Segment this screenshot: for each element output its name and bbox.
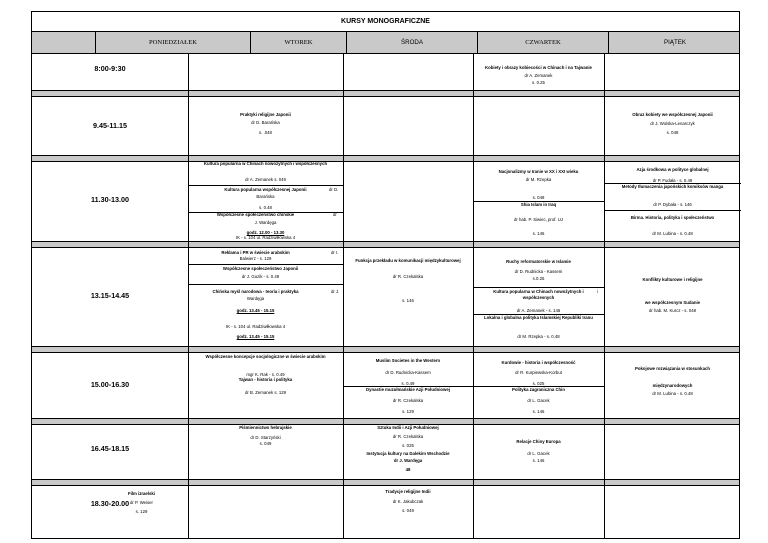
day-header-thursday: CZWARTEK bbox=[477, 32, 608, 53]
time-label: 11.30-13.00 bbox=[91, 195, 129, 204]
course-title: Tajwan - historia i polityka bbox=[238, 377, 293, 382]
course-title: Sztuka Indii i Azji Południowej bbox=[377, 425, 439, 430]
course-title: Nacjonalizmy w Iranie w XX i XXI wieku bbox=[498, 169, 579, 174]
course-title-cont: we współczesnym Sudanie bbox=[644, 300, 701, 305]
cell-divider bbox=[473, 287, 604, 288]
day-header-wednesday: ŚRODA bbox=[346, 32, 477, 53]
course-title: Praktyki religijne Japonii bbox=[240, 112, 291, 117]
course-title: Metody tłumaczenia japońskich komiksów manga bbox=[621, 184, 724, 189]
course-title: Polityka zagraniczna Chin bbox=[511, 387, 565, 392]
course-teacher: dr L. Gacek bbox=[527, 451, 550, 456]
time-label: 15.00-16.30 bbox=[90, 380, 130, 389]
separator-band bbox=[32, 241, 739, 248]
course-title: Kultura popularna w Chinach nowożytnych i współczesnych bbox=[203, 161, 328, 166]
course-title: Kultura popularna współczesnej Japonii bbox=[224, 187, 307, 192]
course-title: Tradycje religijne Indii bbox=[385, 489, 431, 494]
course-teacher: dr D. Rudnicka-Kassem bbox=[385, 370, 431, 375]
time-label: 13.15-14.45 bbox=[90, 291, 130, 300]
separator-band bbox=[32, 479, 739, 486]
course-teacher: dr P. Fudała - s. 0.49 bbox=[652, 178, 693, 183]
time-label: 8:00-9:30 bbox=[94, 64, 126, 73]
cell-divider bbox=[188, 185, 343, 186]
course-teacher: dr M. Lubina - s. 0.48 bbox=[652, 231, 693, 236]
course-title: Współczesne społeczeństwo Japonii bbox=[222, 266, 299, 271]
day-header-friday: PIĄTEK bbox=[608, 32, 741, 53]
time-label: 18.30-20.00 bbox=[90, 499, 130, 508]
course-teacher: dr M. Rzepka - s. 0.48 bbox=[517, 334, 560, 339]
course-title: Kurdowie - historia i współczesność bbox=[501, 360, 576, 365]
schedule-sheet bbox=[31, 11, 740, 539]
course-teacher: dr A. Zemanek bbox=[524, 73, 553, 78]
course-title: Konflikty kulturowe i religijne bbox=[642, 277, 703, 282]
corner-cell bbox=[32, 32, 95, 53]
course-title-cont: międzynarodowych bbox=[652, 383, 693, 388]
course-time: godz. 13.45 - 15.15 bbox=[236, 334, 275, 339]
separator-band bbox=[32, 155, 739, 162]
course-place: IK - s. 104 ul. Radziwiłłowska 4 bbox=[225, 324, 286, 329]
course-title: Chińska myśl narodowa - teoria i praktyka bbox=[212, 289, 299, 294]
course-title: Pokojowe rozwiązania w stosunkach bbox=[635, 366, 710, 371]
course-teacher: dr hab. P. Siwiec, prof. UJ bbox=[513, 217, 564, 222]
day-header-tuesday: WTOREK bbox=[250, 32, 346, 53]
grid-line bbox=[343, 54, 344, 538]
course-teacher: dr B. Zemanek s. 129 bbox=[244, 390, 287, 395]
course-title: Reklama i PR w świecie arabskim bbox=[221, 250, 290, 255]
course-teacher: dr hab. M. Kurcz - s. 048 bbox=[648, 308, 697, 313]
course-title: Azja środkowa w polityce globalnej bbox=[636, 167, 709, 172]
course-title: Relacje Chiny Europa bbox=[516, 439, 561, 444]
course-room: s. 0.48 bbox=[259, 205, 272, 210]
time-label: 9.45-11.15 bbox=[93, 121, 127, 130]
course-title: Muslim Societes in the Western bbox=[375, 358, 441, 363]
course-teacher: dr R. Czekalska bbox=[392, 398, 424, 403]
time-label: 16.45-18.15 bbox=[90, 444, 130, 453]
course-room: s. 146 bbox=[532, 231, 545, 236]
course-teacher: dr A. Zemanek - s. 146 bbox=[516, 308, 561, 313]
course-room: s. 025 bbox=[402, 443, 414, 448]
day-header-row bbox=[32, 32, 739, 54]
day-header-monday: PONIEDZIAŁEK bbox=[95, 32, 250, 53]
course-room: s. 146 bbox=[532, 458, 545, 463]
course-title: Dynastie muzułmańskie Azji Południowej bbox=[366, 387, 450, 392]
page-title: KURSY MONOGRAFICZNE bbox=[32, 12, 739, 32]
course-title: Film izraelski bbox=[128, 491, 155, 496]
course-teacher: dr J. Wardęga bbox=[393, 458, 423, 463]
course-room: s. 146 bbox=[402, 298, 414, 303]
course-teacher: mgr K. Rak - s. 0.49 bbox=[246, 372, 285, 377]
cell-divider bbox=[188, 264, 343, 265]
course-room: s. .048 bbox=[259, 130, 272, 135]
course-title: Birma. Historia, polityka i społeczeństwo bbox=[630, 215, 715, 220]
course-teacher: Balwierz - s. 129 bbox=[239, 256, 272, 261]
course-teacher-prefix: dr I. bbox=[331, 250, 339, 255]
course-teacher: dr R. Kurpiewska-Korbut bbox=[515, 370, 562, 375]
course-teacher: dr J. Wolska-Lenarczyk bbox=[650, 121, 695, 126]
cell-divider bbox=[604, 210, 741, 211]
course-title: Ruchy reformatorskie w Islamie bbox=[506, 259, 571, 264]
course-room: s. 048 bbox=[532, 195, 545, 200]
course-title: Piśmiennictwo hebrajskie bbox=[239, 425, 292, 430]
course-place: IK - s. 104 ul. Radziwiłłowska 4 bbox=[235, 235, 296, 240]
course-teacher: dr M. Lubina - s. 0.48 bbox=[652, 391, 693, 396]
course-teacher: dr D. Barańska bbox=[251, 120, 280, 125]
course-teacher-prefix: dr bbox=[333, 212, 337, 217]
course-title: Kultura popularna w Chinach nowożytnych i współczesnych bbox=[493, 289, 584, 300]
course-teacher: dr J. Guzik - s. 0.49 bbox=[241, 274, 280, 279]
course-room: s. 129 bbox=[135, 509, 148, 514]
course-teacher: dr P. Weiser bbox=[129, 500, 153, 505]
course-room: s. 049 bbox=[402, 508, 414, 513]
cell-divider bbox=[188, 284, 343, 285]
course-time: godz. 13.45 - 15.15 bbox=[236, 308, 275, 313]
course-teacher-prefix: dr J. bbox=[331, 289, 340, 294]
course-title: Obraz kobiety we współczesnej Japonii bbox=[632, 112, 713, 117]
course-note: i bbox=[597, 289, 598, 294]
course-teacher: dr L. Gacek bbox=[527, 398, 550, 403]
course-teacher: dr D. Rudnicka - Kassem bbox=[514, 269, 563, 274]
course-time: godz. 12.00 - 13.30 bbox=[246, 230, 285, 235]
separator-band bbox=[32, 418, 739, 425]
course-title: Shia Islam in Iraq bbox=[520, 202, 557, 207]
course-teacher: dr R. Czekalska bbox=[392, 274, 424, 279]
separator-band bbox=[32, 346, 739, 353]
course-room: s. 025 bbox=[532, 381, 545, 386]
course-title: Funkcja przekładu w komunikacji międzykulturowej bbox=[355, 258, 461, 263]
course-teacher: dr M. Rzepka bbox=[525, 177, 552, 182]
course-teacher: dr K. Jakubczak bbox=[392, 499, 424, 504]
course-room: s. 048 bbox=[666, 130, 679, 135]
course-teacher: J. Wardęga bbox=[254, 220, 277, 225]
course-title: Instytucja kultury na Dalekim Wschodzie bbox=[366, 451, 450, 456]
course-title: Współczesne społeczeństwo chińskie bbox=[216, 212, 295, 217]
course-teacher: dr D. Starzyński bbox=[250, 435, 281, 440]
course-room: s. 049 bbox=[259, 441, 272, 446]
course-teacher: dr A. Zemanek s. 049 bbox=[245, 177, 286, 182]
course-title: Kobiety i obrazy kobiecości w Chinach i na Tajwanie bbox=[485, 65, 592, 70]
course-teacher: dr R. Czekalska bbox=[392, 434, 424, 439]
separator-band bbox=[32, 90, 739, 97]
course-teacher: Barańska bbox=[256, 194, 275, 199]
course-teacher-prefix: dr D. bbox=[329, 187, 339, 192]
course-title: Lokalna i globalna polityka Islamskiej Republiki Iranu bbox=[484, 315, 593, 320]
course-room: s. 146 bbox=[532, 409, 545, 414]
course-room: s. 0.25 bbox=[532, 80, 545, 85]
grid-line bbox=[473, 54, 474, 538]
course-room: s. 0.49 bbox=[401, 381, 415, 386]
course-teacher: Wardęga bbox=[246, 296, 265, 301]
course-title: Współczesne koncepcje socjologiczne w świecie arabskim bbox=[205, 354, 326, 359]
course-teacher: dr P. Dybała - s. 146 bbox=[653, 202, 692, 207]
course-room: 48 bbox=[405, 467, 411, 472]
course-room: s. 129 bbox=[402, 409, 414, 414]
course-room: s.0.25 bbox=[532, 276, 545, 281]
